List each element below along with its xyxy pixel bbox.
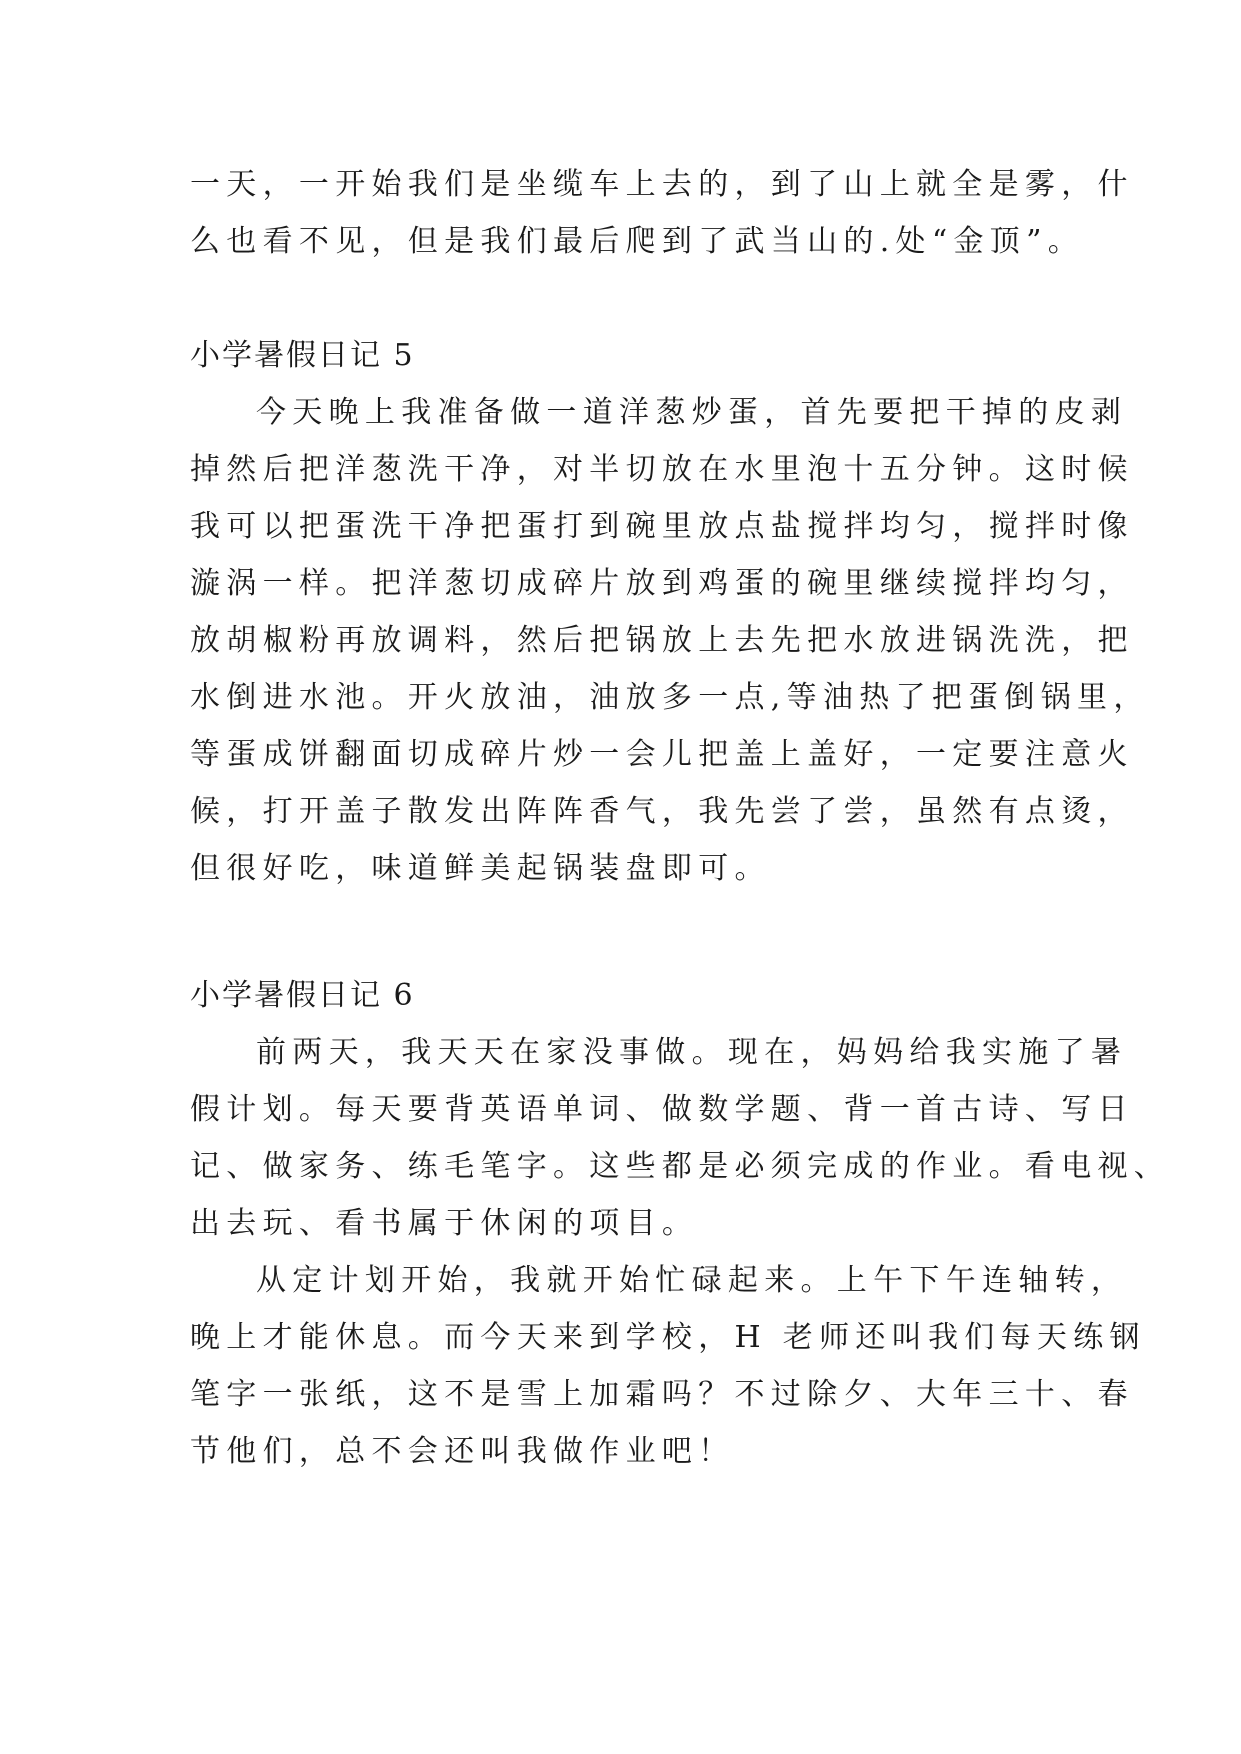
paragraph-line: 今天晚上我准备做一道洋葱炒蛋，首先要把干掉的皮剥: [256, 395, 1128, 430]
section-heading: 小学暑假日记 5: [190, 338, 415, 373]
paragraph-line: 漩涡一样。把洋葱切成碎片放到鸡蛋的碗里继续搅拌均匀，: [190, 566, 1134, 601]
paragraph-line: 节他们，总不会还叫我做作业吧！: [190, 1434, 735, 1469]
paragraph-line: 放胡椒粉再放调料，然后把锅放上去先把水放进锅洗洗，把: [190, 623, 1134, 658]
paragraph-line: 晚上才能休息。而今天来到学校，H 老师还叫我们每天练钢: [190, 1320, 1146, 1355]
paragraph-line: 掉然后把洋葱洗干净，对半切放在水里泡十五分钟。这时候: [190, 452, 1134, 487]
section-heading: 小学暑假日记 6: [190, 978, 415, 1013]
paragraph-line: 记、做家务、练毛笔字。这些都是必须完成的作业。看电视、: [190, 1149, 1171, 1184]
paragraph-line: 出去玩、看书属于休闲的项目。: [190, 1206, 699, 1241]
paragraph-line: 候，打开盖子散发出阵阵香气，我先尝了尝，虽然有点烫，: [190, 794, 1134, 829]
paragraph-line: 等蛋成饼翻面切成碎片炒一会儿把盖上盖好，一定要注意火: [190, 737, 1134, 772]
paragraph-line: 水倒进水池。开火放油，油放多一点,等油热了把蛋倒锅里，: [190, 680, 1150, 715]
intro-line: 一天，一开始我们是坐缆车上去的，到了山上就全是雾，什: [190, 167, 1134, 202]
paragraph-line: 从定计划开始，我就开始忙碌起来。上午下午连轴转，: [256, 1263, 1128, 1298]
paragraph-line: 笔字一张纸，这不是雪上加霜吗？不过除夕、大年三十、春: [190, 1377, 1134, 1412]
intro-line: 么也看不见，但是我们最后爬到了武当山的.处“金顶”。: [190, 224, 1085, 259]
paragraph-line: 假计划。每天要背英语单词、做数学题、背一首古诗、写日: [190, 1092, 1134, 1127]
paragraph-line: 前两天，我天天在家没事做。现在，妈妈给我实施了暑: [256, 1035, 1128, 1070]
paragraph-line: 但很好吃，味道鲜美起锅装盘即可。: [190, 851, 771, 886]
paragraph-line: 我可以把蛋洗干净把蛋打到碗里放点盐搅拌均匀，搅拌时像: [190, 509, 1134, 544]
